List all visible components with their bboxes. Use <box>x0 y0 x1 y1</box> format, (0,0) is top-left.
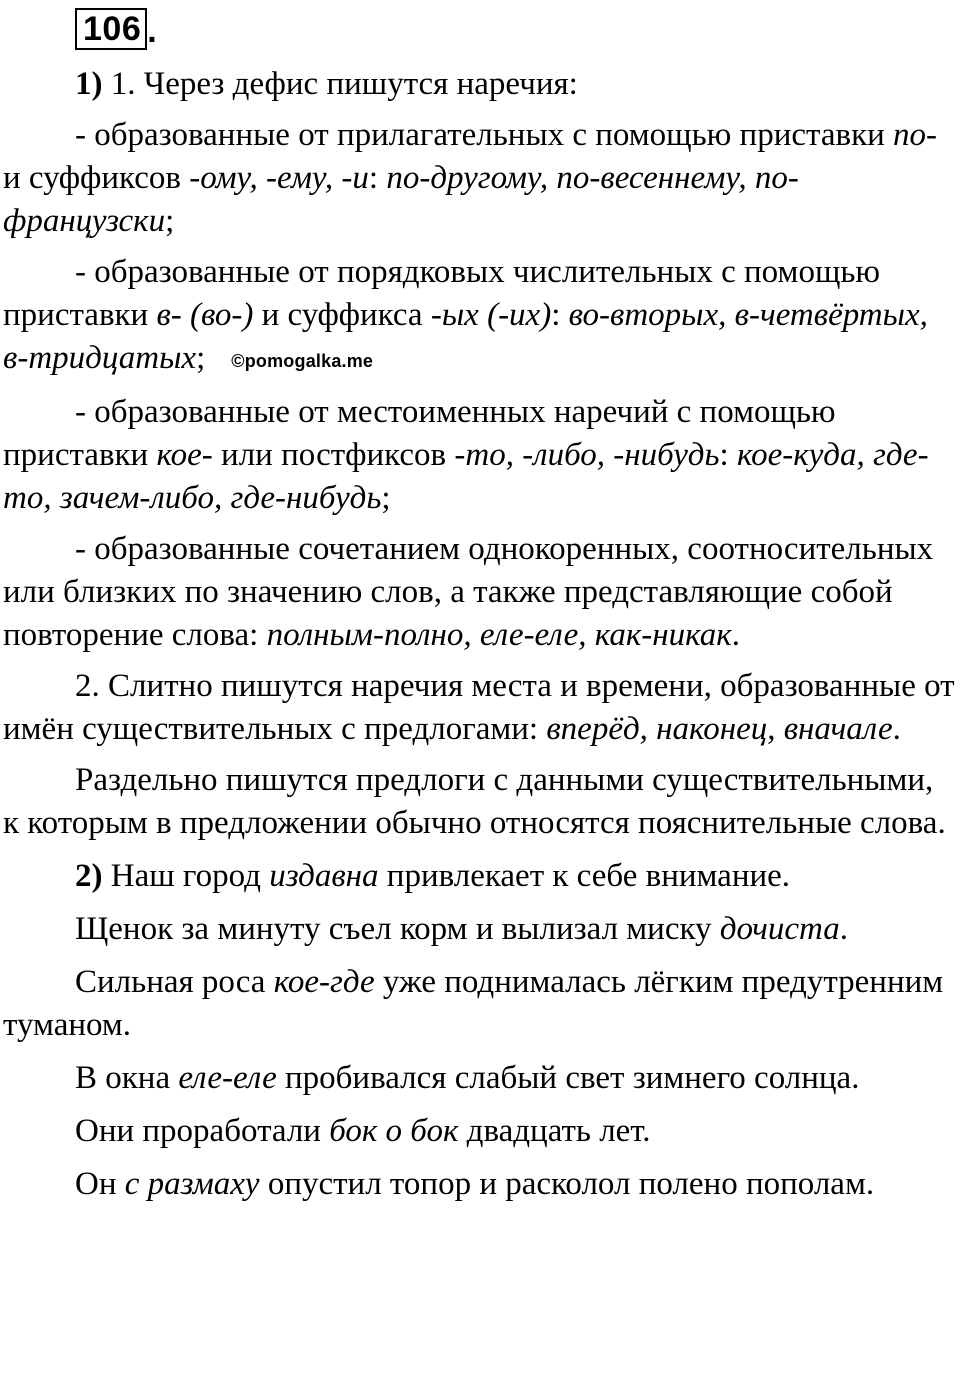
part2-sentence-4 <box>3 1057 955 1100</box>
watermark: ©pomogalka.me <box>231 351 374 371</box>
example-italic: во-вторых, в-четвёртых, в-тридцатых <box>3 297 928 376</box>
part2-sentence-3 <box>3 961 955 1047</box>
text: двадцать лет. <box>458 1113 651 1149</box>
text: ; <box>381 480 391 516</box>
adverb-italic: еле-еле <box>178 1060 277 1096</box>
text: 2. Слитно пишутся наречия места и времени, образованные от имён существительных с предлогами: <box>3 668 955 747</box>
adverb-italic: с размаху <box>124 1166 260 1202</box>
example-italic: по- <box>893 117 938 153</box>
text: Он <box>75 1166 125 1202</box>
rule1-item1-paragraph <box>3 114 955 243</box>
part2-sentence-2 <box>3 908 955 951</box>
text: . <box>839 911 849 947</box>
example-italic: кое-куда, где-то, зачем-либо, где-нибудь <box>3 437 929 516</box>
text: или постфиксов <box>212 437 455 473</box>
text: : <box>551 297 569 333</box>
text: пробивался слабый свет зимнего солнца. <box>276 1060 860 1096</box>
text: . <box>892 711 901 747</box>
rule2-paragraph <box>3 665 955 751</box>
task-number-block <box>75 6 955 50</box>
rule1-item4-paragraph <box>3 528 955 657</box>
text: : <box>368 160 387 196</box>
example-italic: по-другому, по-весеннему, по-французски <box>3 160 799 239</box>
adverb-italic: кое-где <box>273 964 375 1000</box>
text: Щенок за минуту съел корм и вылизал миску <box>75 911 720 947</box>
task-number: 106 <box>75 8 147 50</box>
part2-sentence-1 <box>3 855 955 898</box>
example-italic: вперёд, наконец, вначале <box>546 711 893 747</box>
part2-marker: 2) <box>75 858 103 894</box>
text: и суффикса <box>253 297 431 333</box>
example-italic: полным-полно, еле-еле, как-никак <box>266 617 732 653</box>
example-italic: в- (во-) <box>156 297 254 333</box>
part1-marker: 1) <box>75 66 103 102</box>
document-page <box>3 0 955 1206</box>
text: Они проработали <box>75 1113 330 1149</box>
text: и суффиксов <box>3 160 190 196</box>
rule1-intro-paragraph <box>3 63 955 106</box>
text: Наш город <box>102 858 270 894</box>
text: - образованные сочетанием однокоренных, соотносительных или близких по значению слов, а также представляющие собой повторение слова: <box>3 531 934 653</box>
example-italic: кое- <box>156 437 213 473</box>
text: уже поднималась лёгким предутренним туманом. <box>3 964 944 1043</box>
task-number-dot: . <box>147 12 157 50</box>
example-italic: -ых (-их) <box>430 297 552 333</box>
text: Сильная роса <box>75 964 274 1000</box>
text: опустил топор и расколол полено пополам. <box>259 1166 875 1202</box>
rule3-paragraph: Раздельно пишутся предлоги с данными существительными, к которым в предложении обычно относятся пояснительные слова. <box>3 762 946 841</box>
text: . <box>731 617 740 653</box>
text: В окна <box>75 1060 179 1096</box>
adverb-italic: издавна <box>269 858 379 894</box>
part2-sentence-5 <box>3 1110 955 1153</box>
rule1-intro-text: 1. Через дефис пишутся наречия: <box>102 66 578 102</box>
example-italic: -то, -либо, -нибудь <box>454 437 720 473</box>
text: - образованные от прилагательных с помощью приставки <box>75 117 894 153</box>
rule1-item2-paragraph <box>3 251 955 383</box>
adverb-italic: дочиста <box>719 911 840 947</box>
text: : <box>719 437 737 473</box>
text: ; <box>196 340 206 376</box>
text: привлекает к себе внимание. <box>378 858 791 894</box>
adverb-italic: бок о бок <box>329 1113 459 1149</box>
part2-sentence-6 <box>3 1163 955 1206</box>
text: - образованные от порядковых числительных с помощью приставки <box>3 254 881 333</box>
example-italic: -ому, -ему, -и <box>189 160 369 196</box>
rule1-item3-paragraph <box>3 391 955 520</box>
text: ; <box>165 203 175 239</box>
text: - образованные от местоименных наречий с помощью приставки <box>3 394 836 473</box>
